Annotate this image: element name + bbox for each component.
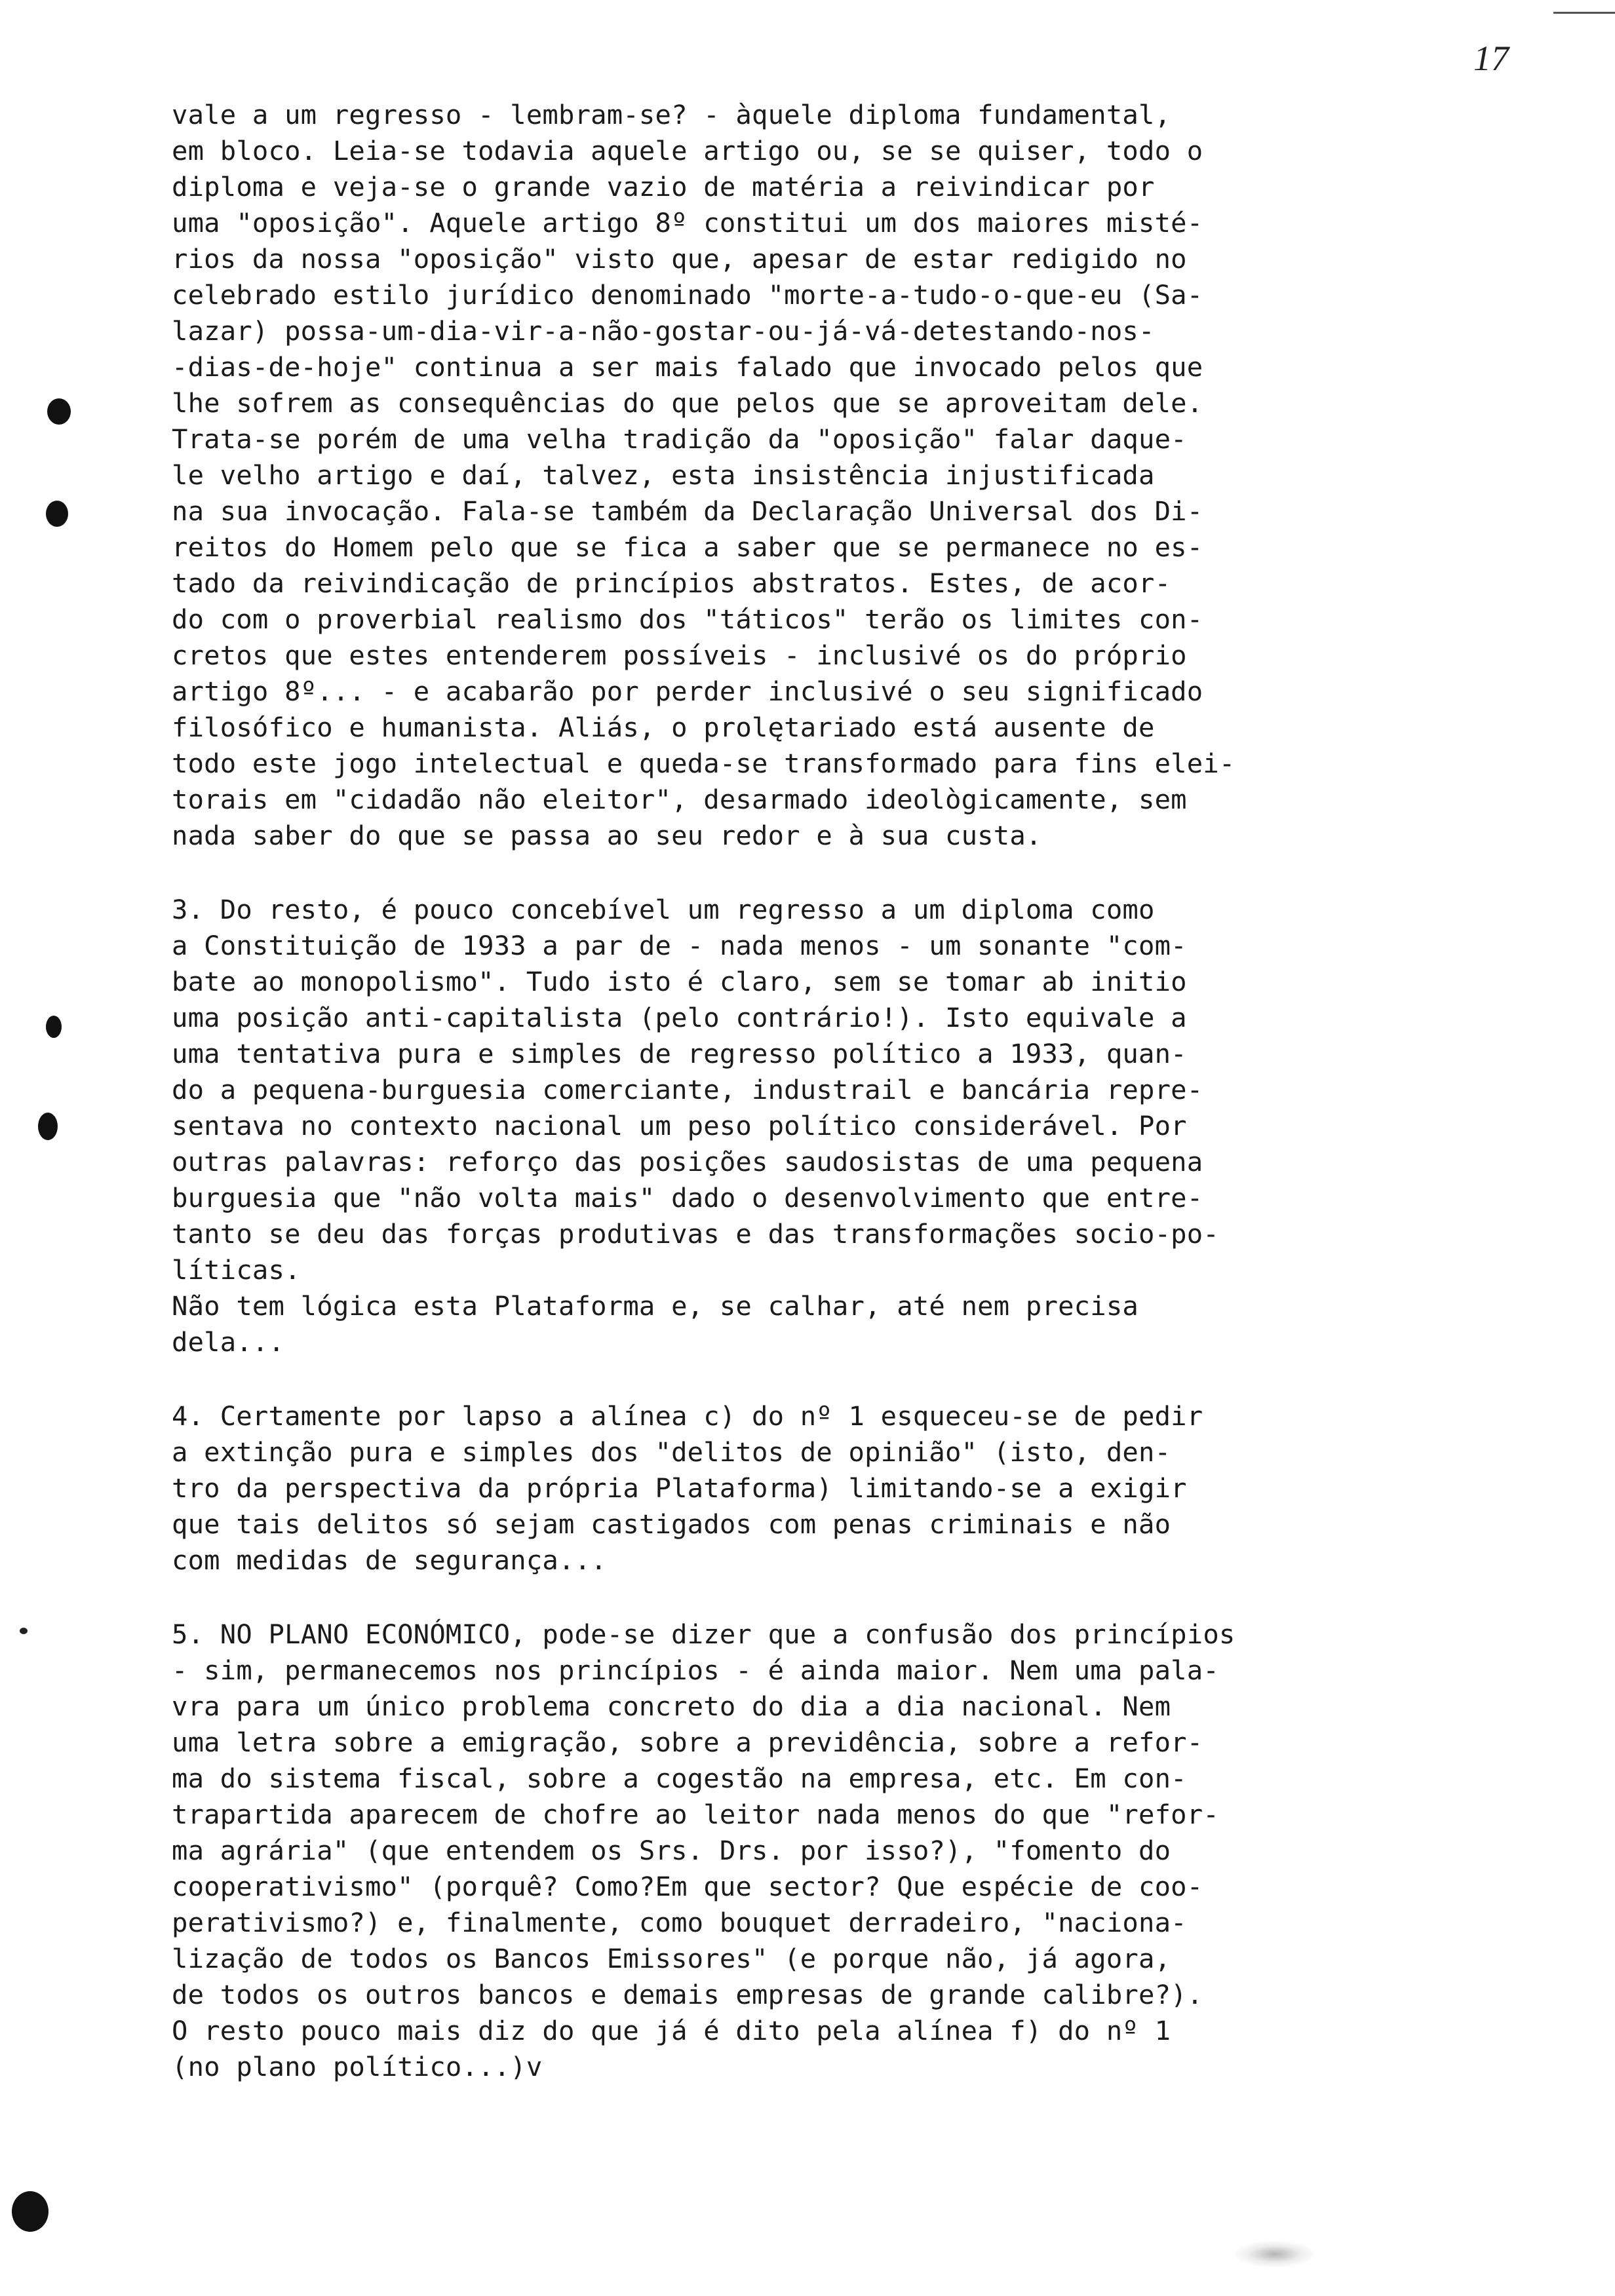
text-line: uma tentativa pura e simples de regresso político a 1933, quan- bbox=[172, 1038, 1187, 1069]
text-line: dela... bbox=[172, 1326, 285, 1358]
text-line: do com o proverbial realismo dos "táticos" terão os limites con- bbox=[172, 603, 1203, 635]
text-line: perativismo?) e, finalmente, como bouquet derradeiro, "naciona- bbox=[172, 1907, 1187, 1938]
text-line: bate ao monopolismo". Tudo isto é claro, sem se tomar ab initio bbox=[172, 966, 1187, 997]
text-line: sentava no contexto nacional um peso político considerável. Por bbox=[172, 1110, 1187, 1141]
paragraph-3 bbox=[172, 892, 1535, 1360]
body-text bbox=[172, 97, 1535, 2085]
text-line: le velho artigo e daí, talvez, esta insistência injustificada bbox=[172, 459, 1155, 491]
binder-hole bbox=[12, 2191, 49, 2232]
binder-hole bbox=[38, 1113, 58, 1140]
text-line: a Constituição de 1933 a par de - nada menos - um sonante "com- bbox=[172, 930, 1187, 961]
text-line: tanto se deu das forças produtivas e das transformações socio-po- bbox=[172, 1218, 1219, 1250]
text-line: do a pequena-burguesia comerciante, industrail e bancária repre- bbox=[172, 1074, 1203, 1105]
text-line: líticas. bbox=[172, 1254, 301, 1286]
text-line: tado da reivindicação de princípios abstratos. Estes, de acor- bbox=[172, 567, 1171, 599]
text-line: Trata-se porém de uma velha tradição da "oposição" falar daque- bbox=[172, 423, 1187, 455]
binder-hole bbox=[46, 1016, 62, 1038]
text-line: burguesia que "não volta mais" dado o desenvolvimento que entre- bbox=[172, 1182, 1203, 1214]
text-line: filosófico e humanista. Aliás, o prolętariado está ausente de bbox=[172, 712, 1155, 743]
text-line: 5. NO PLANO ECONÓMICO, pode-se dizer que a confusão dos princípios bbox=[172, 1618, 1236, 1650]
text-line: torais em "cidadão não eleitor", desarmado ideològicamente, sem bbox=[172, 784, 1187, 815]
text-line: uma letra sobre a emigração, sobre a previdência, sobre a refor- bbox=[172, 1727, 1203, 1758]
text-line: vale a um regresso - lembram-se? - àquele diploma fundamental, bbox=[172, 99, 1171, 130]
text-line: em bloco. Leia-se todavia aquele artigo ou, se se quiser, todo o bbox=[172, 135, 1203, 166]
text-line: que tais delitos só sejam castigados com penas criminais e não bbox=[172, 1508, 1171, 1540]
text-line: Não tem lógica esta Plataforma e, se calhar, até nem precisa bbox=[172, 1290, 1138, 1322]
text-line: de todos os outros bancos e demais empresas de grande calibre?). bbox=[172, 1979, 1203, 2010]
scan-edge-line bbox=[1553, 12, 1615, 14]
text-line: cretos que estes entenderem possíveis - inclusivé os do próprio bbox=[172, 640, 1187, 671]
margin-dot bbox=[20, 1628, 28, 1634]
text-line: ma do sistema fiscal, sobre a cogestão na empresa, etc. Em con- bbox=[172, 1763, 1187, 1794]
binder-hole bbox=[46, 501, 68, 527]
text-line: 4. Certamente por lapso a alínea c) do nº 1 esqueceu-se de pedir bbox=[172, 1400, 1203, 1432]
text-line: 3. Do resto, é pouco concebível um regresso a um diploma como bbox=[172, 894, 1155, 925]
text-line: uma posição anti-capitalista (pelo contrário!). Isto equivale a bbox=[172, 1002, 1187, 1033]
text-line: -dias-de-hoje" continua a ser mais falado que invocado pelos que bbox=[172, 351, 1203, 383]
text-line: tro da perspectiva da própria Plataforma) limitando-se a exigir bbox=[172, 1472, 1187, 1504]
paragraph-5 bbox=[172, 1617, 1535, 2085]
text-line: vra para um único problema concreto do dia a dia nacional. Nem bbox=[172, 1691, 1171, 1722]
text-line: (no plano político...)v bbox=[172, 2051, 543, 2082]
text-line: artigo 8º... - e acabarão por perder inclusivé o seu significado bbox=[172, 676, 1203, 707]
text-line: ma agrária" (que entendem os Srs. Drs. por isso?), "fomento do bbox=[172, 1835, 1171, 1866]
paragraph-1 bbox=[172, 97, 1535, 854]
text-line: - sim, permanecemos nos princípios - é ainda maior. Nem uma pala- bbox=[172, 1655, 1219, 1686]
text-line: todo este jogo intelectual e queda-se transformado para fins elei- bbox=[172, 748, 1236, 779]
paragraph-4 bbox=[172, 1398, 1535, 1578]
scan-speck bbox=[1236, 2241, 1314, 2267]
text-line: celebrado estilo jurídico denominado "morte-a-tudo-o-que-eu (Sa- bbox=[172, 279, 1203, 311]
text-line: uma "oposição". Aquele artigo 8º constitui um dos maiores misté- bbox=[172, 207, 1203, 239]
text-line: lhe sofrem as consequências do que pelos que se aproveitam dele. bbox=[172, 387, 1203, 419]
text-line: reitos do Homem pelo que se fica a saber que se permanece no es- bbox=[172, 531, 1203, 563]
text-line: com medidas de segurança... bbox=[172, 1544, 607, 1576]
text-line: lização de todos os Bancos Emissores" (e porque não, já agora, bbox=[172, 1943, 1171, 1974]
binder-hole bbox=[47, 398, 71, 425]
text-line: a extinção pura e simples dos "delitos de opinião" (isto, den- bbox=[172, 1436, 1171, 1468]
text-line: rios da nossa "oposição" visto que, apesar de estar redigido no bbox=[172, 243, 1187, 275]
text-line: na sua invocação. Fala-se também da Declaração Universal dos Di- bbox=[172, 495, 1203, 527]
text-line: lazar) possa-um-dia-vir-a-não-gostar-ou-já-vá-detestando-nos- bbox=[172, 315, 1155, 347]
text-line: O resto pouco mais diz do que já é dito pela alínea f) do nº 1 bbox=[172, 2015, 1171, 2046]
text-line: diploma e veja-se o grande vazio de matéria a reivindicar por bbox=[172, 171, 1155, 202]
text-line: cooperativismo" (porquê? Como?Em que sector? Que espécie de coo- bbox=[172, 1871, 1203, 1902]
text-line: outras palavras: reforço das posições saudosistas de uma pequena bbox=[172, 1146, 1203, 1177]
page-number: 17 bbox=[1473, 39, 1509, 78]
text-line: trapartida aparecem de chofre ao leitor nada menos do que "refor- bbox=[172, 1799, 1219, 1830]
text-line: nada saber do que se passa ao seu redor e à sua custa. bbox=[172, 820, 1042, 851]
